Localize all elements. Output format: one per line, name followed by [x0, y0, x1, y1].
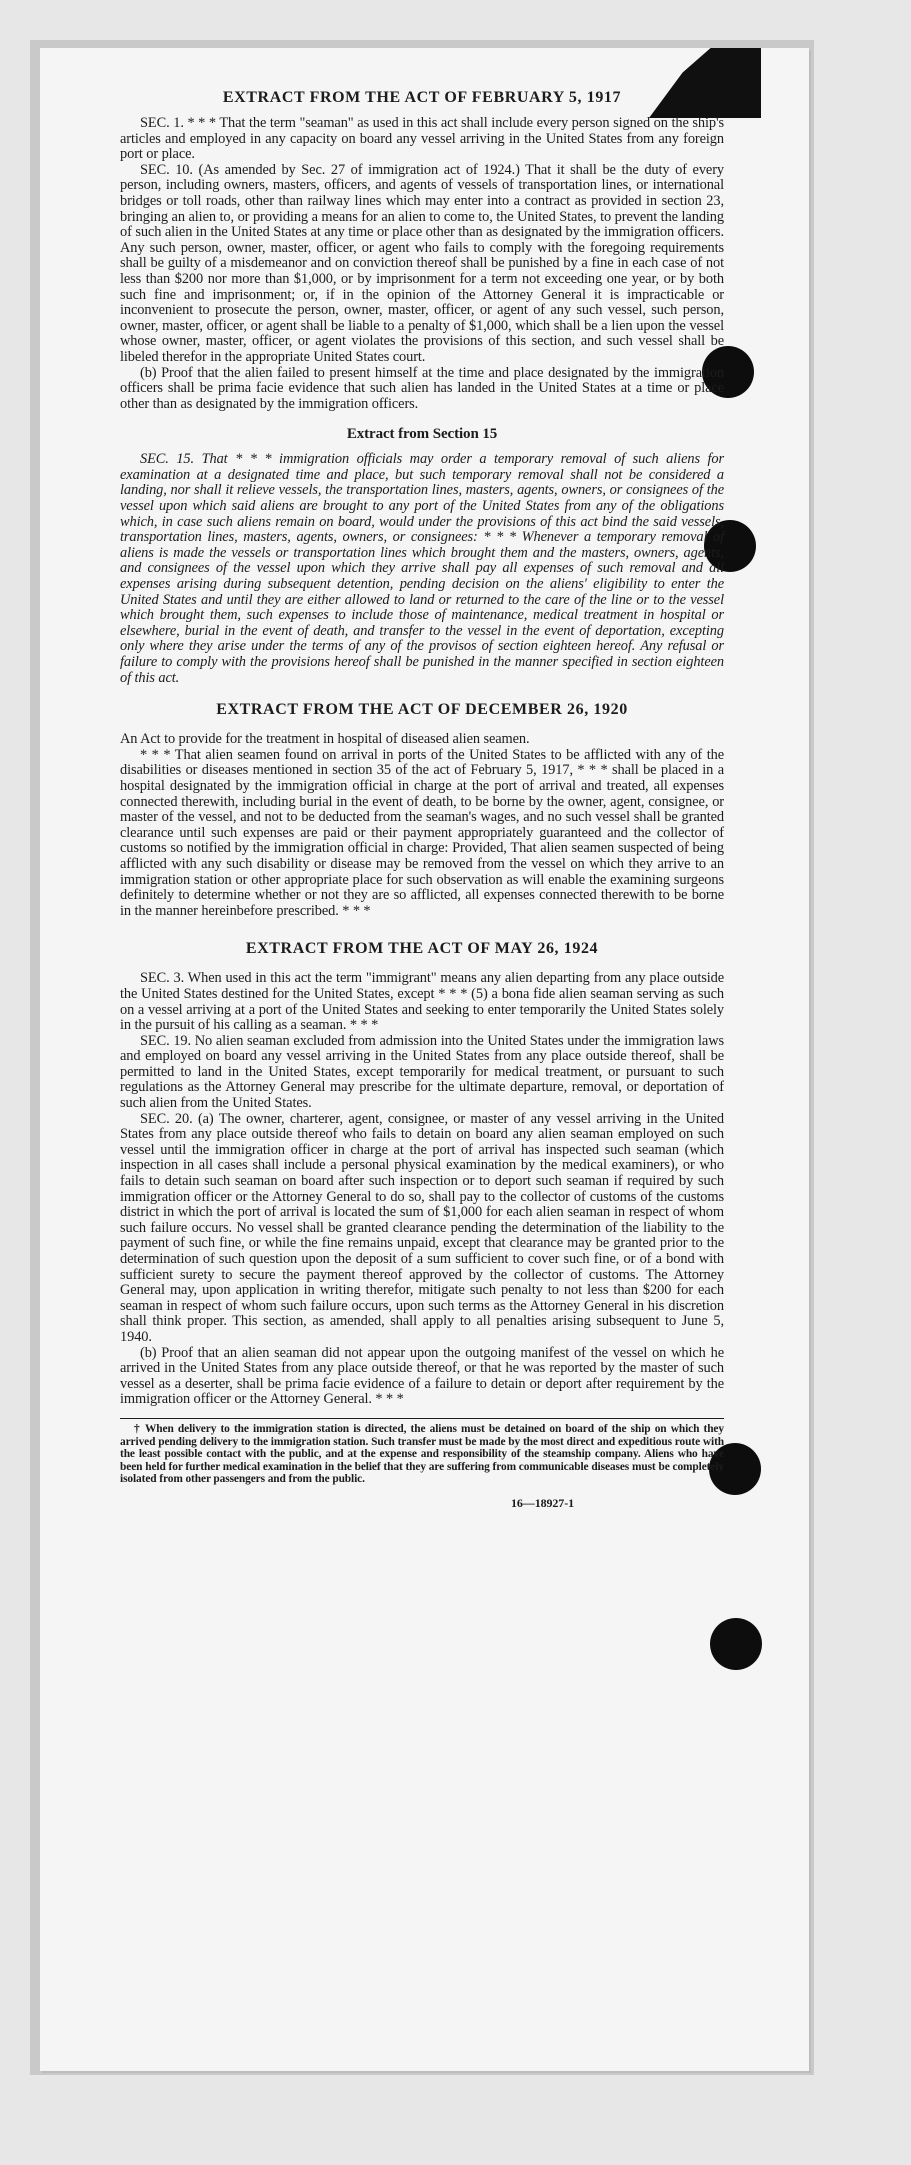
- heading-section-15: Extract from Section 15: [346, 426, 498, 443]
- form-number: 16—18927-1: [511, 1495, 574, 1510]
- section-15-paragraph: SEC. 15. That * * * immigration officials may order a temporary removal of such aliens for examination at a designated time and place, but such temporary removal shall not be considered a landing, nor shall it relieve vessels, the transportation lines, masters, agents, owners, or consignees of the vessel upon which said aliens are brought to any port of the United States from any of the obligations which, in case such aliens remain on board, would under the provisions of this act bind the said vessels, transportation lines, masters, agents, owners, or consignees: * * * Whenever a temporary removal of aliens is made the vessels or transportation lines which brought them and the masters, owners, agents, and consignees of the vessel upon which they arrive shall pay all expenses of such removal and all expenses arising during subsequent detention, pending decision on the aliens' eligibility to enter the United States and until they are either allowed to land or returned to the care of the line or to the vessel which brought them, such expenses to include those of maintenance, medical treatment in hospital or elsewhere, burial in the event of death, and transfer to the vessel in the event of deportation, excepting only where they arise under the terms of any of the provisos of section eighteen hereof. Any refusal or failure to comply with the provisions hereof shall be punished in the manner specified in section eighteen of this act.: [120, 451, 724, 686]
- section-1-paragraph: SEC. 1. * * * That the term "seaman" as used in this act shall include every person signed on the ship's articles and employed in any capacity on board any vessel arriving in the United States from any foreign port or place.: [120, 115, 724, 163]
- section-3-paragraph: SEC. 3. When used in this act the term "immigrant" means any alien departing from any place outside the United States destined for the United States, except * * * (5) a bona fide alien seaman serving as such on a vessel arriving at a port of the United States and seeking to enter temporarily the United States solely in the pursuit of his calling as a seaman. * * *: [120, 970, 724, 1034]
- punch-hole: [710, 1618, 762, 1670]
- document-body: [120, 88, 724, 1512]
- section-20-b-paragraph: (b) Proof that an alien seaman did not appear upon the outgoing manifest of the vessel on which he arrived in the United States from any place outside thereof, or that he was reported by the master of such vessel as a deserter, shall be prima facie evidence of a failure to detain or deport after requirement by the immigration officer or the Attorney General. * * *: [120, 1344, 724, 1408]
- document-page: [40, 48, 809, 2071]
- act-1920-title: An Act to provide for the treatment in hospital of diseased alien seamen.: [120, 731, 530, 748]
- act-1920-paragraph: * * * That alien seamen found on arrival in ports of the United States to be afflicted with any of the disabilities or diseases mentioned in section 35 of the act of February 5, 1917, * * * shall be placed in a hospital designated by the immigration official in charge at the port of arrival and treated, all expenses connected therewith, including burial in the event of death, to be borne by the owner, agent, consignee, or master of the vessel, and not to be deducted from the seaman's wages, and no such vessel shall be granted clearance until such expenses are paid or their payment appropriately guaranteed and the collector of customs so notified by the immigration official in charge: Provided, That alien seamen suspected of being afflicted with any such disability or disease may be removed from the vessel on which they arrive to an immigration station or other appropriate place for such observation as will enable the examining surgeons definitely to determine whether or not they are so afflicted, all expenses connected therewith to be borne in the manner hereinbefore prescribed. * * *: [120, 746, 724, 919]
- heading-act-1920: EXTRACT FROM THE ACT OF DECEMBER 26, 1920: [216, 701, 628, 719]
- section-19-paragraph: SEC. 19. No alien seaman excluded from admission into the United States under the immigration laws and employed on board any vessel arriving in the United States from any place outside thereof, shall be permitted to land in the United States, except temporarily for medical treatment, or pursuant to such regulations as the Attorney General may prescribe for the ultimate departure, removal, or deportation of such alien from the United States.: [120, 1032, 724, 1112]
- section-10-paragraph: SEC. 10. (As amended by Sec. 27 of immigration act of 1924.) That it shall be the duty of every person, including owners, masters, officers, and agents of vessels of transportation lines, or international bridges or toll roads, other than railway lines which may enter into a contract as provided in section 23, bringing an alien to, or providing a means for an alien to come to, the United States, to prevent the landing of such alien in the United States at any time or place other than as designated by the immigration officers. Any such person, owner, master, officer, or agent who fails to comply with the foregoing requirements shall be guilty of a misdemeanor and on conviction thereof shall be punished by a fine in each case of not less than $200 nor more than $1,000, or by imprisonment for a term not exceeding one year, or by both such fine and imprisonment; or, if in the opinion of the Attorney General it is impracticable or inconvenient to prosecute the person, owner, master, officer, or agent of any such vessel, such person, owner, master, officer, or agent shall be liable to a penalty of $1,000, which shall be a lien upon the vessel whose owner, master, officer, or agent violates the provisions of this section, and such vessel shall be libeled therefor in the appropriate United States court.: [120, 161, 724, 365]
- heading-act-1924: EXTRACT FROM THE ACT OF MAY 26, 1924: [245, 940, 599, 958]
- section-20-a-paragraph: SEC. 20. (a) The owner, charterer, agent, consignee, or master of any vessel arriving in the United States from any place outside thereof who fails to detain on board any alien seaman employed on such vessel until the immigration officer in charge at the port of arrival has inspected such seaman (which inspection in all cases shall include a personal physical examination by the medical examiners), or who fails to detain such seaman on board after such inspection or to deport such seaman if required by such immigration officer or the Attorney General to do so, shall pay to the collector of customs of the customs district in which the port of arrival is located the sum of $1,000 for each alien seaman in respect of whom such failure occurs. No vessel shall be granted clearance pending the determination of the liability to the payment of such fine, or while the fine remains unpaid, except that clearance may be granted prior to the determination of such question upon the deposit of a sum sufficient to cover such fine, or of a bond with sufficient surety to secure the payment thereof approved by the collector of customs. The Attorney General may, upon application in writing therefor, mitigate such penalty to not less than $200 for each seaman in respect of whom such failure occurs, upon such terms as the Attorney General in his discretion shall think proper. This section, as amended, shall apply to all penalties arising subsequent to June 5, 1940.: [120, 1110, 724, 1345]
- heading-act-1917: EXTRACT FROM THE ACT OF FEBRUARY 5, 1917: [222, 89, 622, 106]
- footnote: † When delivery to the immigration station is directed, the aliens must be detained on board of the ship on which they arrived pending delivery to the immigration station. Such transfer must be made by the most direct and expeditious route with the least possible contact with the public, and at the expense and responsibility of the steamship company. Aliens who have been held for further medical examination in the belief that they are suffering from communicable diseases must be completely isolated from other passengers and from the public.: [120, 1422, 724, 1486]
- section-10-b-paragraph: (b) Proof that the alien failed to present himself at the time and place designated by the immigration officers shall be prima facie evidence that such alien has landed in the United States at a time or place other than as designated by the immigration officers.: [120, 364, 724, 412]
- footnote-divider: [120, 1418, 724, 1419]
